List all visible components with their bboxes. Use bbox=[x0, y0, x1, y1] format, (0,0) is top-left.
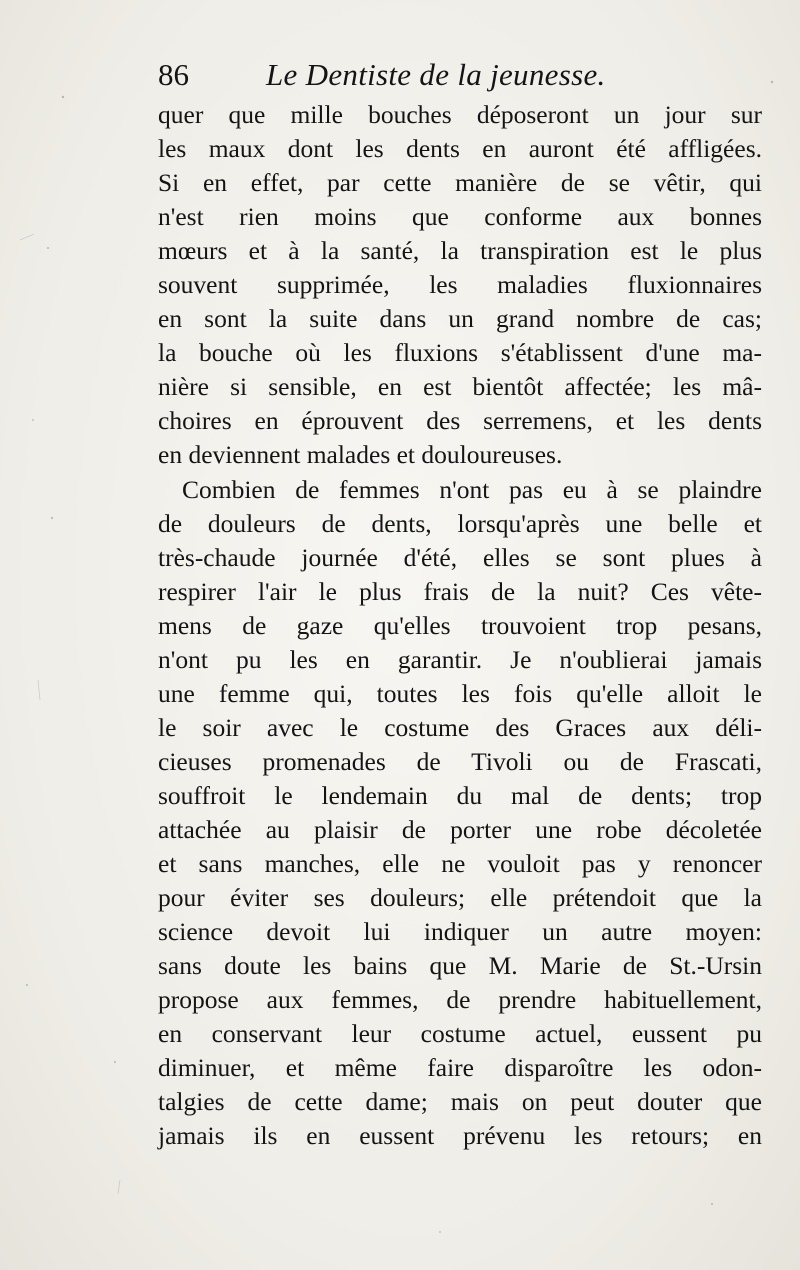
text-line: souvent supprimée, les maladies fluxionnaires bbox=[158, 270, 762, 300]
page-header bbox=[158, 52, 758, 102]
text-line: et sans manches, elle ne vouloit pas y renoncer bbox=[158, 849, 762, 879]
text-line: une femme qui, toutes les fois qu'elle alloit le bbox=[158, 678, 762, 708]
text-line: n'ont pu les en garantir. Je n'oublierai jamais bbox=[158, 644, 762, 674]
text-line: le soir avec le costume des Graces aux déli- bbox=[158, 712, 762, 742]
text-line: n'est rien moins que conforme aux bonnes bbox=[158, 202, 762, 232]
text-line: en deviennent malades et douloureuses. bbox=[158, 440, 563, 470]
text-line: jamais ils en eussent prévenu les retours; en bbox=[158, 1121, 762, 1151]
text-line: pour éviter ses douleurs; elle prétendoit que la bbox=[158, 883, 762, 913]
text-line: sans doute les bains que M. Marie de St.-Ursin bbox=[158, 951, 762, 981]
text-line: respirer l'air le plus frais de la nuit? Ces vête- bbox=[158, 576, 762, 606]
text-line: science devoit lui indiquer un autre moyen: bbox=[158, 917, 762, 947]
text-line: mœurs et à la santé, la transpiration est le plus bbox=[158, 236, 762, 266]
text-line: mens de gaze qu'elles trouvoient trop pesans, bbox=[158, 610, 762, 640]
text-line: talgies de cette dame; mais on peut douter que bbox=[158, 1087, 762, 1117]
text-line: en sont la suite dans un grand nombre de cas; bbox=[158, 304, 762, 334]
body-text bbox=[158, 98, 762, 1153]
text-line: Si en effet, par cette manière de se vêtir, qui bbox=[158, 168, 762, 198]
text-line: quer que mille bouches déposeront un jour sur bbox=[158, 100, 762, 129]
text-line: très-chaude journée d'été, elles se sont plues à bbox=[158, 542, 762, 572]
text-line: diminuer, et même faire disparoître les odon- bbox=[158, 1053, 762, 1083]
text-line: Combien de femmes n'ont pas eu à se plaindre bbox=[182, 474, 762, 504]
text-line: attachée au plaisir de porter une robe décoletée bbox=[158, 814, 762, 844]
text-line: choires en éprouvent des serremens, et les dents bbox=[158, 406, 762, 436]
text-line: les maux dont les dents en auront été affligées. bbox=[158, 134, 762, 164]
text-line: souffroit le lendemain du mal de dents; trop bbox=[158, 780, 762, 810]
text-line: nière si sensible, en est bientôt affectée; les mâ- bbox=[158, 372, 762, 402]
text-line: de douleurs de dents, lorsqu'après une belle et bbox=[158, 508, 762, 538]
text-line: la bouche où les fluxions s'établissent d'une ma- bbox=[158, 338, 762, 368]
page-number: 86 bbox=[158, 57, 189, 92]
text-line: propose aux femmes, de prendre habituellement, bbox=[158, 985, 762, 1015]
running-title: Le Dentiste de la jeunesse. bbox=[266, 57, 606, 92]
text-line: en conservant leur costume actuel, eussent pu bbox=[158, 1019, 762, 1049]
text-line: cieuses promenades de Tivoli ou de Frascati, bbox=[158, 746, 762, 776]
